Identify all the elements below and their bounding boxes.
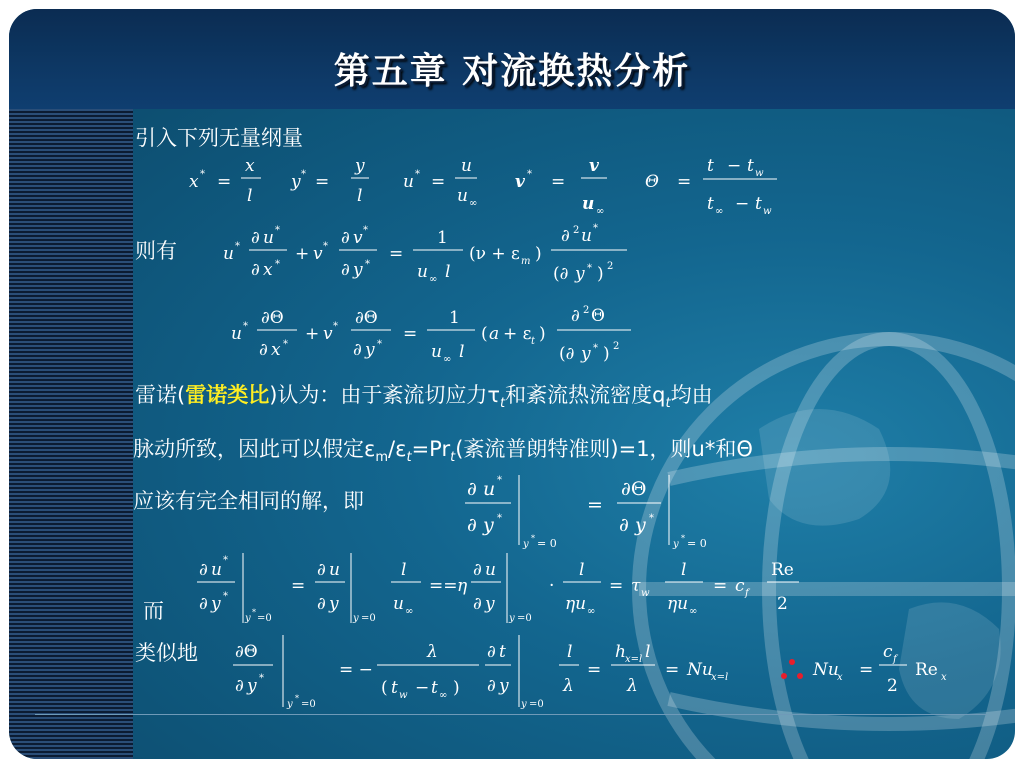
svg-text:u: u <box>403 172 414 192</box>
svg-text:y: y <box>523 539 529 550</box>
footer-divider <box>35 714 987 715</box>
svg-text:∂: ∂ <box>341 228 350 248</box>
svg-text:−: − <box>727 156 742 176</box>
svg-text:1: 1 <box>449 308 460 328</box>
svg-text:∞: ∞ <box>596 206 605 217</box>
therefore-icon <box>779 657 805 683</box>
svg-text:t: t <box>531 336 536 347</box>
svg-text:*: * <box>323 241 328 252</box>
svg-text:w: w <box>399 690 408 701</box>
svg-text:u: u <box>417 262 428 282</box>
svg-text:∂: ∂ <box>619 514 629 536</box>
svg-text:(ν + ε: (ν + ε <box>469 244 520 264</box>
friction-relation <box>195 549 815 629</box>
svg-text:*: * <box>377 339 382 350</box>
slide <box>9 9 1015 759</box>
svg-text:y: y <box>673 539 679 550</box>
svg-text:x=l: x=l <box>625 654 643 665</box>
svg-text:t: t <box>707 156 714 176</box>
svg-text:∂: ∂ <box>473 594 482 614</box>
svg-text:y: y <box>499 676 509 696</box>
svg-text:*: * <box>200 169 205 180</box>
svg-text:y: y <box>581 344 591 364</box>
svg-text:η: η <box>457 576 468 596</box>
momentum-equation <box>223 217 643 297</box>
svg-text:*: * <box>531 534 535 543</box>
svg-text:ηu: ηu <box>667 594 689 614</box>
svg-text:l: l <box>357 186 363 206</box>
svg-text:w: w <box>763 206 772 217</box>
svg-text:*: * <box>223 555 228 566</box>
svg-text:2: 2 <box>777 594 788 614</box>
svg-text:(∂: (∂ <box>553 264 569 284</box>
svg-text:= −: = − <box>339 660 373 680</box>
svg-text:u: u <box>483 478 496 500</box>
svg-text:t: t <box>391 678 398 698</box>
svg-text:*: * <box>235 241 240 252</box>
svg-text:= 0: = 0 <box>687 537 707 550</box>
svg-text:y: y <box>575 264 585 284</box>
svg-text:*: * <box>497 513 502 524</box>
heat-transfer-relation <box>231 629 971 713</box>
svg-text:t: t <box>755 194 762 214</box>
svg-text:+: + <box>305 324 320 344</box>
svg-text:Θ: Θ <box>645 172 659 192</box>
svg-text:1: 1 <box>437 228 448 248</box>
svg-text:=: = <box>713 576 728 596</box>
svg-text:∂: ∂ <box>235 676 244 696</box>
svg-text:*: * <box>243 321 248 332</box>
svg-text:∞: ∞ <box>439 690 448 701</box>
svg-text:y: y <box>355 156 365 176</box>
svg-text:y: y <box>509 613 515 624</box>
svg-text:∂: ∂ <box>199 560 208 580</box>
svg-text:Re: Re <box>771 560 794 580</box>
svg-text:∂: ∂ <box>341 260 350 280</box>
svg-text:= 0: = 0 <box>537 537 557 550</box>
svg-text:∂Θ: ∂Θ <box>355 308 378 328</box>
svg-text:∂: ∂ <box>317 560 326 580</box>
svg-text:*: * <box>593 343 598 354</box>
svg-text:x=l: x=l <box>711 672 729 683</box>
svg-text:y: y <box>485 594 495 614</box>
svg-text:=0: =0 <box>517 613 532 624</box>
svg-text:*: * <box>295 694 299 703</box>
svg-text:*: * <box>649 513 654 524</box>
svg-text:∂: ∂ <box>561 226 570 246</box>
svg-text:Θ: Θ <box>591 306 605 326</box>
svg-text:): ) <box>603 344 610 364</box>
svg-text:y: y <box>365 340 375 360</box>
svg-text:y: y <box>291 172 301 192</box>
svg-text:=: = <box>217 172 232 192</box>
svg-text:∂: ∂ <box>467 514 477 536</box>
svg-text:m: m <box>521 256 531 267</box>
svg-text:x: x <box>245 156 255 176</box>
reynolds-mid: 和紊流热流密度q <box>505 383 666 407</box>
svg-text:y: y <box>483 514 494 536</box>
svg-text:Re: Re <box>915 660 938 680</box>
svg-text:=: = <box>677 172 692 192</box>
svg-text:a: a <box>489 324 500 344</box>
svg-text:l: l <box>401 560 407 580</box>
svg-text:*: * <box>301 169 306 180</box>
svg-text:v: v <box>589 156 599 176</box>
svg-text:=: = <box>609 576 624 596</box>
svg-text:y: y <box>353 613 359 624</box>
svg-text:λ: λ <box>627 676 638 696</box>
svg-text:*: * <box>275 225 280 236</box>
svg-text:∂: ∂ <box>487 642 496 662</box>
svg-text:*: * <box>593 223 598 234</box>
svg-text:*: * <box>587 263 592 274</box>
svg-text:2: 2 <box>607 261 614 272</box>
svg-text:x: x <box>837 672 843 683</box>
svg-text:+ ε: + ε <box>503 324 532 344</box>
svg-text:*: * <box>333 321 338 332</box>
svg-text:u: u <box>211 560 222 580</box>
intro-label: 引入下列无量纲量 <box>135 126 303 150</box>
energy-equation <box>231 297 651 377</box>
svg-text:c: c <box>735 576 745 596</box>
svg-text:∂: ∂ <box>473 560 482 580</box>
svg-text:v: v <box>353 228 363 248</box>
svg-text:∂: ∂ <box>199 594 208 614</box>
svg-text:c: c <box>883 642 893 662</box>
svg-text:t: t <box>431 678 438 698</box>
svg-text:(∂: (∂ <box>559 344 575 364</box>
reynolds-line-1: 雷诺(雷诺类比)认为：由于紊流切应力$\tau_t$和紊流热流密度$q_t$均由 <box>135 383 713 412</box>
reynolds-suffix: )认为：由于紊流切应力τ <box>269 383 501 407</box>
svg-text:∂: ∂ <box>259 340 268 360</box>
svg-text:): ) <box>597 264 604 284</box>
svg-text:∂: ∂ <box>353 340 362 360</box>
svg-text:Nu: Nu <box>813 660 839 680</box>
svg-text:λ: λ <box>427 642 438 662</box>
svg-text:=: = <box>431 172 446 192</box>
svg-text:∂Θ: ∂Θ <box>261 308 284 328</box>
svg-text:*: * <box>259 673 264 684</box>
svg-text:∞: ∞ <box>689 606 698 617</box>
svg-text:y: y <box>211 594 221 614</box>
svg-text:=0: =0 <box>257 613 272 624</box>
svg-text:=: = <box>315 172 330 192</box>
svg-text:(: ( <box>381 678 388 698</box>
svg-text:∂: ∂ <box>467 478 477 500</box>
svg-text:∂: ∂ <box>571 306 580 326</box>
svg-text:−: − <box>735 194 750 214</box>
svg-text:=: = <box>587 494 603 516</box>
svg-text:=0: =0 <box>301 699 316 710</box>
line2-text: 脉动所致，因此可以假定ε <box>133 437 376 461</box>
svg-text:w: w <box>641 588 650 599</box>
svg-text:∂: ∂ <box>251 228 260 248</box>
svg-text:=: = <box>551 172 566 192</box>
svg-text:): ) <box>539 324 546 344</box>
svg-text:l: l <box>645 642 651 662</box>
svg-text:∞: ∞ <box>587 606 596 617</box>
svg-text:y: y <box>521 699 527 710</box>
svg-text:x: x <box>189 172 199 192</box>
svg-text:u: u <box>223 244 234 264</box>
svg-text:∞: ∞ <box>429 274 438 285</box>
gradient-equality <box>461 467 721 550</box>
svg-text:x: x <box>271 340 281 360</box>
svg-text:w: w <box>755 168 764 179</box>
page-title: 第五章 对流换热分析 <box>333 51 691 92</box>
svg-text:u: u <box>457 186 468 206</box>
svg-text:=: = <box>291 576 306 596</box>
svg-text:f: f <box>893 654 897 665</box>
svg-text:u: u <box>329 560 340 580</box>
svg-text:*: * <box>527 169 532 180</box>
svg-text:+: + <box>295 244 310 264</box>
svg-text:): ) <box>535 244 542 264</box>
svg-text:y: y <box>287 699 293 710</box>
svg-text:=: = <box>665 660 680 680</box>
svg-text:∂: ∂ <box>487 676 496 696</box>
svg-text:y: y <box>635 514 646 536</box>
svg-text:∂: ∂ <box>317 594 326 614</box>
svg-text:x: x <box>263 260 273 280</box>
svg-text:l: l <box>579 560 585 580</box>
svg-text:·: · <box>549 576 555 596</box>
svg-text:*: * <box>365 259 370 270</box>
svg-text:2: 2 <box>583 305 590 316</box>
svg-text:*: * <box>415 169 420 180</box>
svg-text:l: l <box>567 642 573 662</box>
svg-text:=0: =0 <box>361 613 376 624</box>
svg-text:*: * <box>275 259 280 270</box>
reynolds-end: 均由 <box>670 383 713 407</box>
svg-text:∞: ∞ <box>443 354 452 365</box>
svg-text:v: v <box>323 324 333 344</box>
svg-text:y: y <box>353 260 363 280</box>
svg-text:*: * <box>363 225 368 236</box>
svg-text:l: l <box>445 262 451 282</box>
svg-text:y: y <box>329 594 339 614</box>
reynolds-analogy-highlight: 雷诺类比 <box>185 383 270 407</box>
svg-text:*: * <box>681 534 685 543</box>
svg-text:*: * <box>283 339 288 350</box>
svg-text:t: t <box>707 194 714 214</box>
svg-text:∞: ∞ <box>469 198 478 209</box>
svg-text:u: u <box>485 560 496 580</box>
svg-text:u: u <box>263 228 274 248</box>
svg-text:y: y <box>245 613 251 624</box>
svg-text:v: v <box>313 244 323 264</box>
svg-text:=0: =0 <box>529 699 544 710</box>
svg-text:2: 2 <box>613 341 620 352</box>
svg-text:y: y <box>247 676 257 696</box>
svg-text:τ: τ <box>631 576 641 596</box>
svg-text:u: u <box>582 194 595 214</box>
svg-text:t: t <box>499 642 506 662</box>
then-label: 则有 <box>135 239 177 263</box>
svg-text:−: − <box>415 678 430 698</box>
svg-text:v: v <box>515 172 525 192</box>
svg-text:h: h <box>615 642 626 662</box>
svg-text:=: = <box>389 244 404 264</box>
svg-text:(: ( <box>481 324 488 344</box>
svg-text:==: == <box>429 576 458 596</box>
svg-text:Nu: Nu <box>687 660 713 680</box>
svg-text:u: u <box>393 594 404 614</box>
svg-text:): ) <box>453 678 460 698</box>
svg-text:=: = <box>403 324 418 344</box>
reynolds-prefix: 雷诺( <box>135 383 186 407</box>
reynolds-line-2: 脉动所致，因此可以假定$\varepsilon_m/\varepsilon_t=Pr_t$(紊流普朗特准则)=1，则u*和Θ <box>133 437 753 466</box>
svg-text:l: l <box>247 186 253 206</box>
svg-text:∂: ∂ <box>251 260 260 280</box>
svg-text:t: t <box>747 156 754 176</box>
svg-text:u: u <box>431 342 442 362</box>
svg-text:=: = <box>587 660 602 680</box>
svg-text:2: 2 <box>887 676 898 696</box>
reynolds-line-3: 应该有完全相同的解，即 <box>133 489 364 513</box>
svg-text:∞: ∞ <box>715 206 724 217</box>
svg-text:∂Θ: ∂Θ <box>621 478 647 500</box>
svg-text:l: l <box>681 560 687 580</box>
svg-text:∂Θ: ∂Θ <box>235 642 258 662</box>
svg-text:*: * <box>497 475 502 486</box>
svg-text:*: * <box>252 608 256 617</box>
similar-label: 类似地 <box>135 641 198 665</box>
svg-text:f: f <box>745 588 749 599</box>
svg-text:*: * <box>223 591 228 602</box>
svg-text:x: x <box>941 672 947 683</box>
svg-text:λ: λ <box>563 676 574 696</box>
er-label: 而 <box>143 599 164 623</box>
svg-text:2: 2 <box>573 225 580 236</box>
svg-text:ηu: ηu <box>565 594 587 614</box>
svg-text:∞: ∞ <box>405 606 414 617</box>
svg-text:l: l <box>459 342 465 362</box>
svg-text:u: u <box>231 324 242 344</box>
dimensionless-definitions <box>179 149 799 219</box>
svg-text:=: = <box>859 660 874 680</box>
svg-text:u: u <box>461 156 472 176</box>
svg-text:u: u <box>581 226 592 246</box>
